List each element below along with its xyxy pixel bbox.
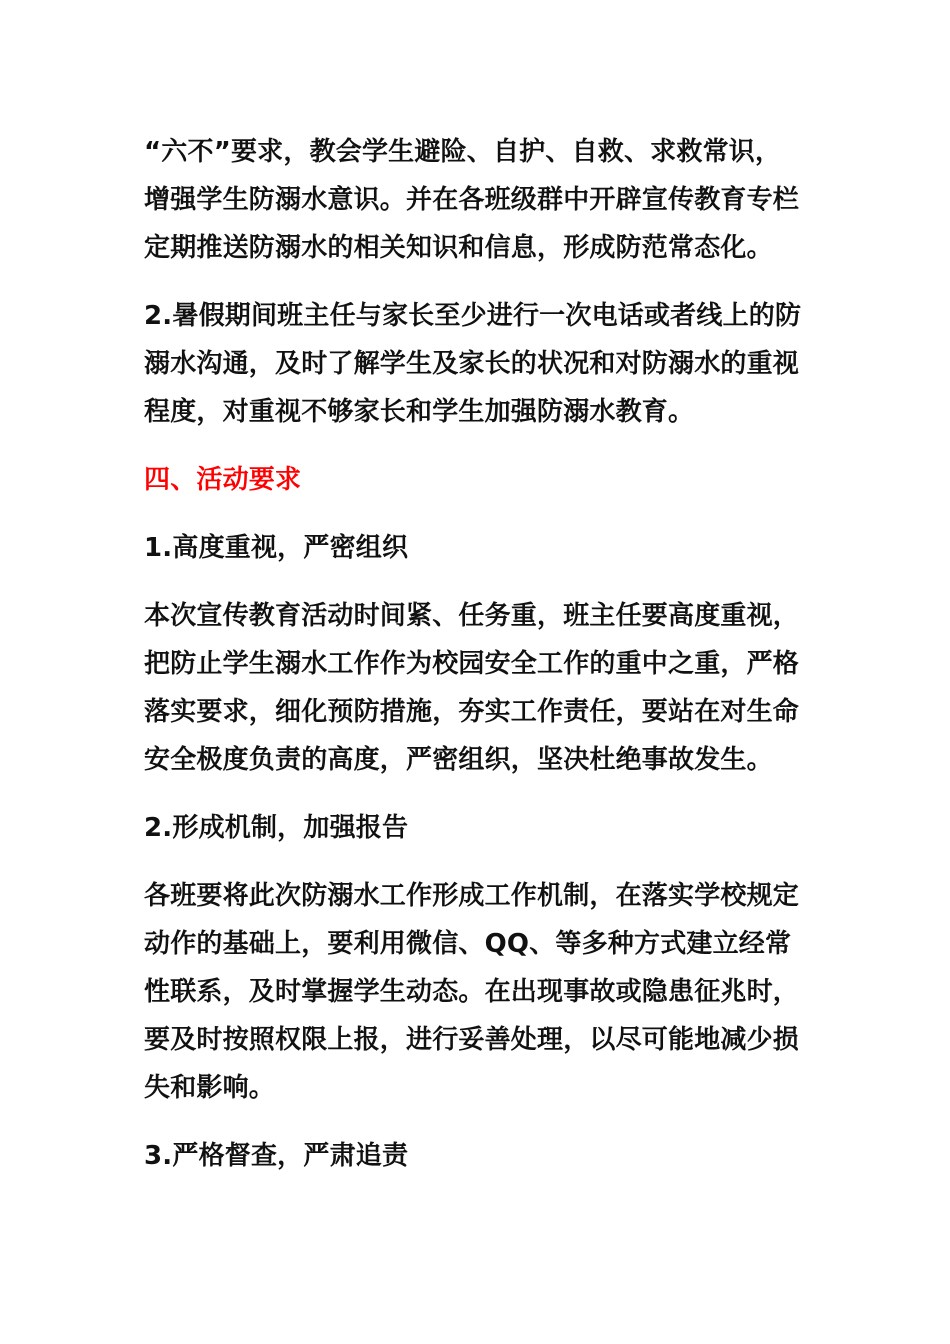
subsection-3-heading — [144, 1132, 812, 1180]
subsection-1-body — [144, 592, 812, 784]
paragraph-item-2 — [144, 292, 812, 436]
text-line: 落实要求，细化预防措施，夯实工作责任，要站在对生命 — [144, 697, 800, 727]
text-line: 失和影响。 — [144, 1073, 276, 1103]
text-line: 2.暑假期间班主任与家长至少进行一次电话或者线上的防 — [144, 301, 802, 331]
subsection-2-heading — [144, 804, 812, 852]
text-line: 把防止学生溺水工作作为校园安全工作的重中之重，严格 — [144, 649, 800, 679]
subsection-title: 2.形成机制，加强报告 — [144, 813, 409, 843]
document-page — [144, 128, 812, 1200]
section-four-heading — [144, 456, 812, 504]
text-line: 定期推送防溺水的相关知识和信息，形成防范常态化。 — [144, 233, 773, 263]
text-line: 本次宣传教育活动时间紧、任务重，班主任要高度重视， — [144, 601, 800, 631]
text-line: 动作的基础上，要利用微信、QQ、等多种方式建立经常 — [144, 929, 792, 959]
text-line: 程度，对重视不够家长和学生加强防溺水教育。 — [144, 397, 695, 427]
paragraph-intro — [144, 128, 812, 272]
text-line: 安全极度负责的高度，严密组织，坚决杜绝事故发生。 — [144, 745, 773, 775]
text-line: 增强学生防溺水意识。并在各班级群中开辟宣传教育专栏 — [144, 185, 800, 215]
subsection-1-heading — [144, 524, 812, 572]
section-title: 四、活动要求 — [144, 465, 302, 495]
text-line: 各班要将此次防溺水工作形成工作机制，在落实学校规定 — [144, 881, 800, 911]
text-line: 溺水沟通，及时了解学生及家长的状况和对防溺水的重视 — [144, 349, 800, 379]
text-line: 性联系，及时掌握学生动态。在出现事故或隐患征兆时， — [144, 977, 800, 1007]
text-line: “六不”要求，教会学生避险、自护、自救、求救常识， — [144, 137, 782, 167]
text-line: 要及时按照权限上报，进行妥善处理，以尽可能地减少损 — [144, 1025, 800, 1055]
subsection-2-body — [144, 872, 812, 1112]
subsection-title: 1.高度重视，严密组织 — [144, 533, 409, 563]
subsection-title: 3.严格督查，严肃追责 — [144, 1141, 409, 1171]
